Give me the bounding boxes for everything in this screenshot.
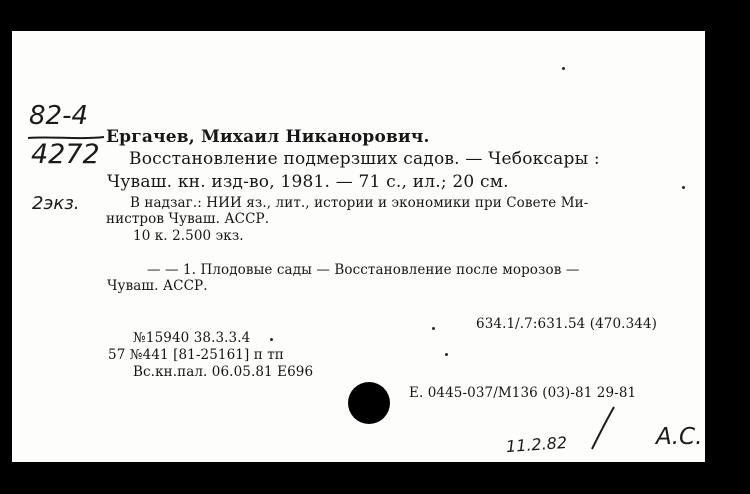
- subject-line-1: — — 1. Плодовые сады — Восстановление после морозов —: [147, 262, 580, 278]
- catalog-line-1: №15940 38.3.3.4: [133, 330, 251, 346]
- title-line: Восстановление подмерзших садов. — Чебоксары :: [129, 149, 600, 169]
- handwritten-initials: А.С.: [656, 424, 703, 450]
- shelf-mark-top: 82-4: [29, 101, 89, 131]
- subject-line-2: Чуваш. АССР.: [107, 278, 208, 294]
- index-code: Е. 0445-037/М136 (03)-81 29-81: [409, 385, 637, 401]
- scan-speck: [432, 327, 435, 330]
- card-punch-hole: [348, 382, 390, 424]
- author-heading: Ергачев, Михаил Никанорович.: [106, 127, 430, 147]
- classification-code: 634.1/.7:631.54 (470.344): [476, 316, 658, 332]
- catalog-line-3: Вс.кн.пал. 06.05.81 Е696: [133, 364, 314, 380]
- catalog-card: [12, 31, 705, 462]
- scan-speck: [682, 186, 685, 189]
- scan-speck: [270, 338, 273, 341]
- scan-speck: [445, 353, 448, 356]
- publication-line: Чуваш. кн. изд-во, 1981. — 71 с., ил.; 20 см.: [107, 172, 509, 192]
- price-line: 10 к. 2.500 экз.: [133, 228, 244, 244]
- note-line-1: В надзаг.: НИИ яз., лит., истории и экономики при Совете Ми-: [130, 195, 589, 211]
- catalog-line-2: 57 №441 [81-25161] п тп: [108, 347, 284, 363]
- handwritten-date: 11.2.82: [505, 432, 568, 457]
- shelf-mark-bottom: 4272: [31, 139, 100, 170]
- handwritten-stroke: [588, 403, 618, 453]
- scan-speck: [562, 67, 565, 70]
- copies-note: 2экз.: [32, 193, 80, 214]
- note-line-2: нистров Чуваш. АССР.: [106, 211, 270, 227]
